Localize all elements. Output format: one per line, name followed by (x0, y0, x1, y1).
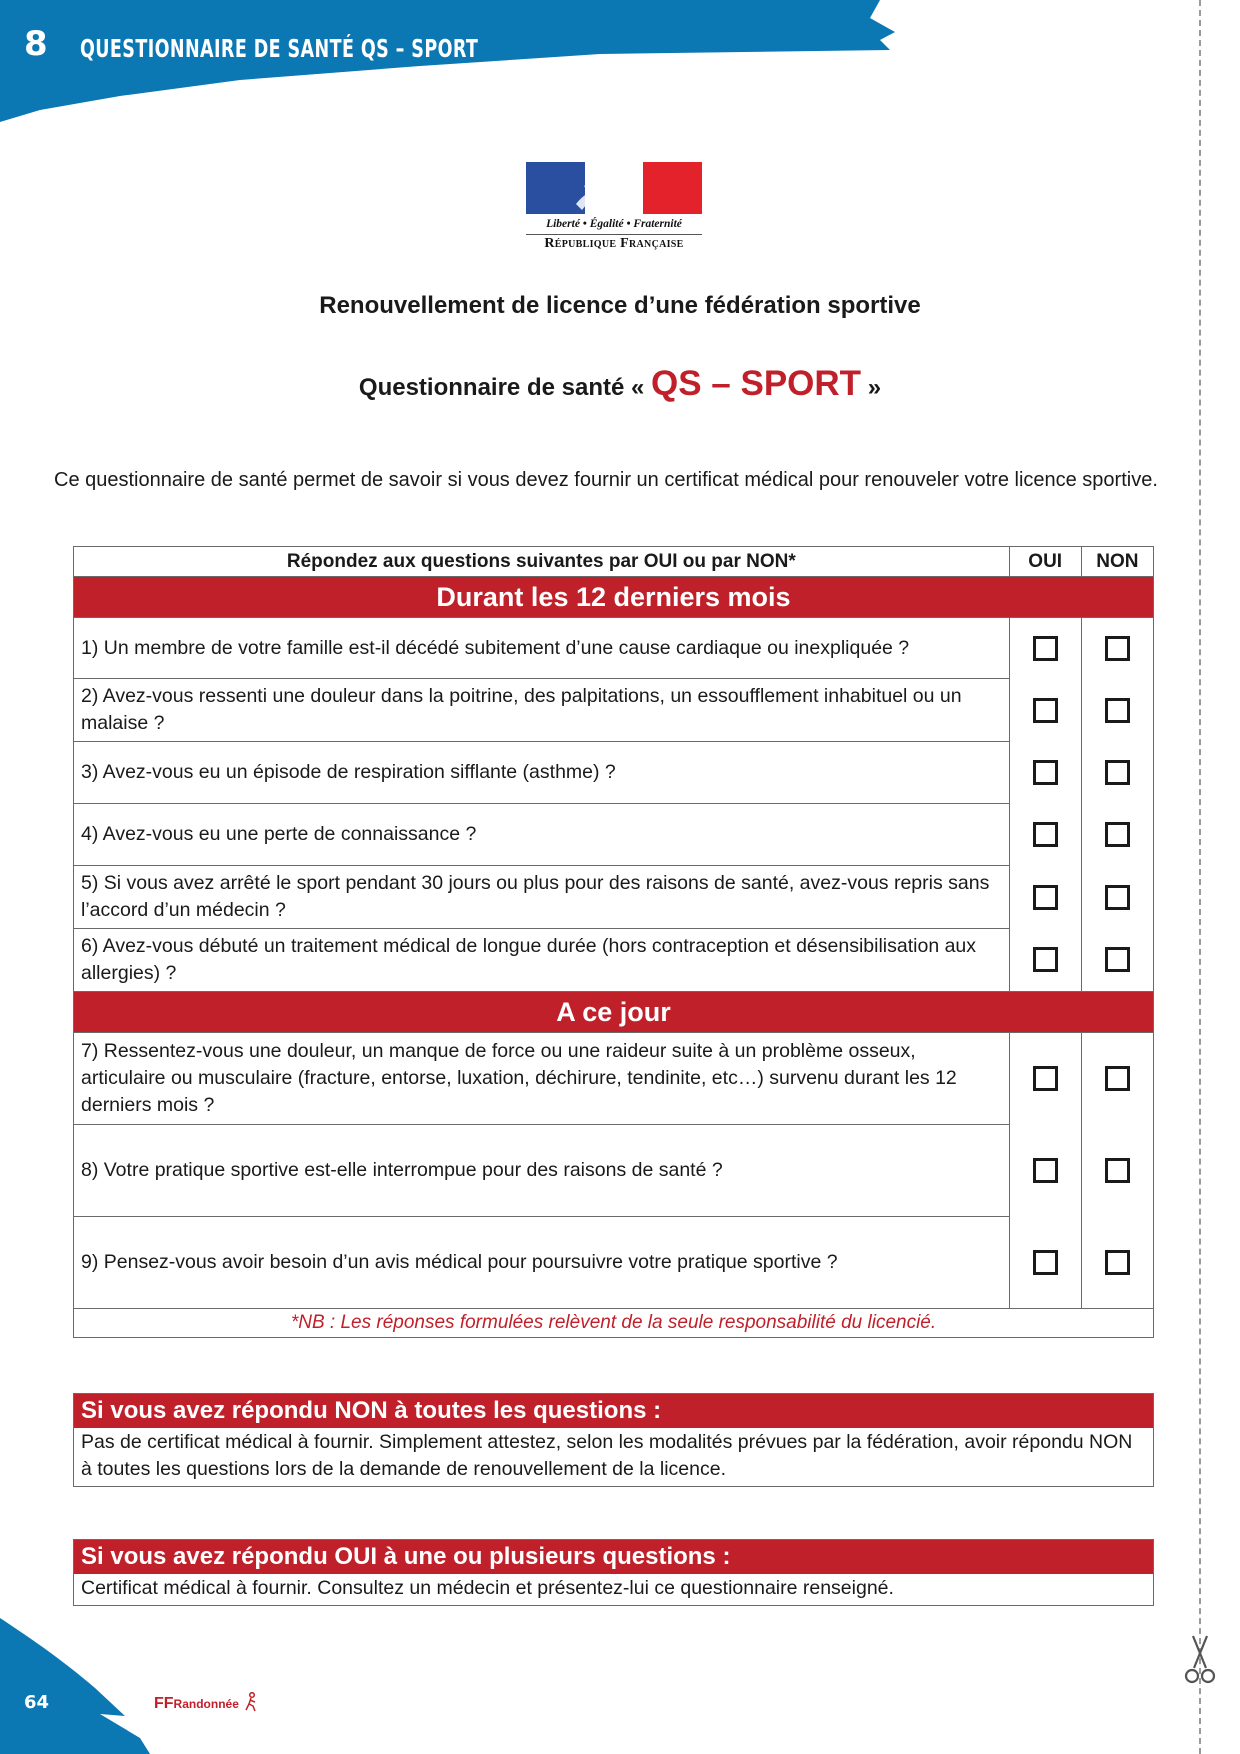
answer-yes-checkbox-q1[interactable] (1033, 636, 1058, 661)
logo-divider (526, 234, 702, 235)
question-text: 7) Ressentez-vous une douleur, un manque de force ou une raideur suite à un problème osseux, articulaire ou musculaire (fracture, entorse, luxation, déchirure, tendinite, etc…) survenu durant les 12 derniers mois ? (74, 1033, 1010, 1125)
result-yes-body: Certificat médical à fournir. Consultez un médecin et présentez-lui ce questionnaire renseigné. (81, 1577, 894, 1599)
question-row-2 (74, 679, 1154, 742)
question-column-header: Répondez aux questions suivantes par OUI ou par NON* (74, 547, 1010, 577)
result-yes-title: Si vous avez répondu OUI à une ou plusieurs questions : (74, 1540, 1153, 1574)
question-row-5 (74, 866, 1154, 929)
answer-no-checkbox-q5[interactable] (1105, 885, 1130, 910)
question-row-4 (74, 804, 1154, 866)
question-row-6 (74, 929, 1154, 992)
question-text: 3) Avez-vous eu un épisode de respiration sifflante (asthme) ? (74, 742, 1010, 804)
answer-no-checkbox-q9[interactable] (1105, 1250, 1130, 1275)
intro-text: Ce questionnaire de santé permet de savoir si vous devez fournir un certificat médical pour renouveler votre licence sportive. (54, 469, 1158, 491)
answer-yes-checkbox-q3[interactable] (1033, 760, 1058, 785)
answer-no-checkbox-q6[interactable] (1105, 947, 1130, 972)
table-header-row (74, 547, 1154, 577)
answer-no-checkbox-q7[interactable] (1105, 1066, 1130, 1091)
question-text: 8) Votre pratique sportive est-elle interrompue pour des raisons de santé ? (74, 1125, 1010, 1217)
section-title: Durant les 12 derniers mois (74, 577, 1154, 618)
logo-name: République Française (544, 236, 684, 251)
question-row-9 (74, 1217, 1154, 1309)
answer-no-checkbox-q3[interactable] (1105, 760, 1130, 785)
page-number: 64 (24, 1692, 50, 1713)
question-text: 4) Avez-vous eu une perte de connaissance ? (74, 804, 1010, 866)
question-text: 2) Avez-vous ressenti une douleur dans la poitrine, des palpitations, un essoufflement inhabituel ou un malaise ? (74, 679, 1010, 742)
question-text: 6) Avez-vous débuté un traitement médical de longue durée (hors contraception et désensibilisation aux allergies) ? (74, 929, 1010, 992)
question-row-3 (74, 742, 1154, 804)
ffrandonnee-logo (154, 1692, 259, 1713)
scissors-icon (1181, 1634, 1219, 1686)
section-header-row (74, 992, 1154, 1033)
question-row-8 (74, 1125, 1154, 1217)
hiker-icon (243, 1692, 259, 1712)
answer-yes-checkbox-q8[interactable] (1033, 1158, 1058, 1183)
note-row (74, 1309, 1154, 1338)
brand-name: Randonnée (173, 1697, 239, 1711)
question-text: 1) Un membre de votre famille est-il décédé subitement d’une cause cardiaque ou inexpliquée ? (74, 618, 1010, 679)
question-row-1 (74, 618, 1154, 679)
section-header-row (74, 577, 1154, 618)
republique-francaise-logo (526, 162, 702, 262)
brand-ff: FF (154, 1695, 174, 1712)
cut-line (1199, 0, 1201, 1754)
answer-yes-checkbox-q5[interactable] (1033, 885, 1058, 910)
answer-yes-checkbox-q9[interactable] (1033, 1250, 1058, 1275)
title-highlight: QS – SPORT (651, 364, 862, 403)
page-subtitle: Renouvellement de licence d’une fédération sportive (319, 292, 921, 319)
result-no-body: Pas de certificat médical à fournir. Simplement attestez, selon les modalités prévues par la fédération, avoir répondu NON à toutes les questions lors de la demande de renouvellement de la licence. (81, 1431, 1133, 1480)
answer-no-checkbox-q2[interactable] (1105, 698, 1130, 723)
answer-yes-checkbox-q4[interactable] (1033, 822, 1058, 847)
answer-yes-checkbox-q2[interactable] (1033, 698, 1058, 723)
answer-yes-checkbox-q7[interactable] (1033, 1066, 1058, 1091)
logo-motto: Liberté • Égalité • Fraternité (546, 218, 682, 230)
answer-no-checkbox-q8[interactable] (1105, 1158, 1130, 1183)
answer-no-checkbox-q1[interactable] (1105, 636, 1130, 661)
title-prefix: Questionnaire de santé « (358, 374, 645, 401)
chapter-title: QUESTIONNAIRE DE SANTÉ QS – SPORT (80, 34, 479, 63)
answer-yes-checkbox-q6[interactable] (1033, 947, 1058, 972)
answer-no-checkbox-q4[interactable] (1105, 822, 1130, 847)
title-suffix: » (867, 374, 882, 401)
footer-brush-band (0, 1618, 170, 1754)
yes-column-header: OUI (1009, 547, 1081, 577)
question-text: 5) Si vous avez arrêté le sport pendant 30 jours ou plus pour des raisons de santé, avez-vous repris sans l’accord d’un médecin ? (74, 866, 1010, 929)
section-title: A ce jour (74, 992, 1154, 1033)
result-no-box (73, 1393, 1154, 1487)
no-column-header: NON (1081, 547, 1153, 577)
page-title (0, 364, 1240, 404)
header-brush-band (0, 0, 900, 130)
questionnaire-table (73, 546, 1154, 1338)
responsibility-note: *NB : Les réponses formulées relèvent de la seule responsabilité du licencié. (74, 1309, 1154, 1338)
result-yes-box (73, 1539, 1154, 1606)
result-no-title: Si vous avez répondu NON à toutes les questions : (74, 1394, 1153, 1428)
question-text: 9) Pensez-vous avoir besoin d’un avis médical pour poursuivre votre pratique sportive ? (74, 1217, 1010, 1309)
question-row-7 (74, 1033, 1154, 1125)
chapter-number: 8 (24, 24, 48, 64)
marianne-icon (570, 164, 650, 214)
